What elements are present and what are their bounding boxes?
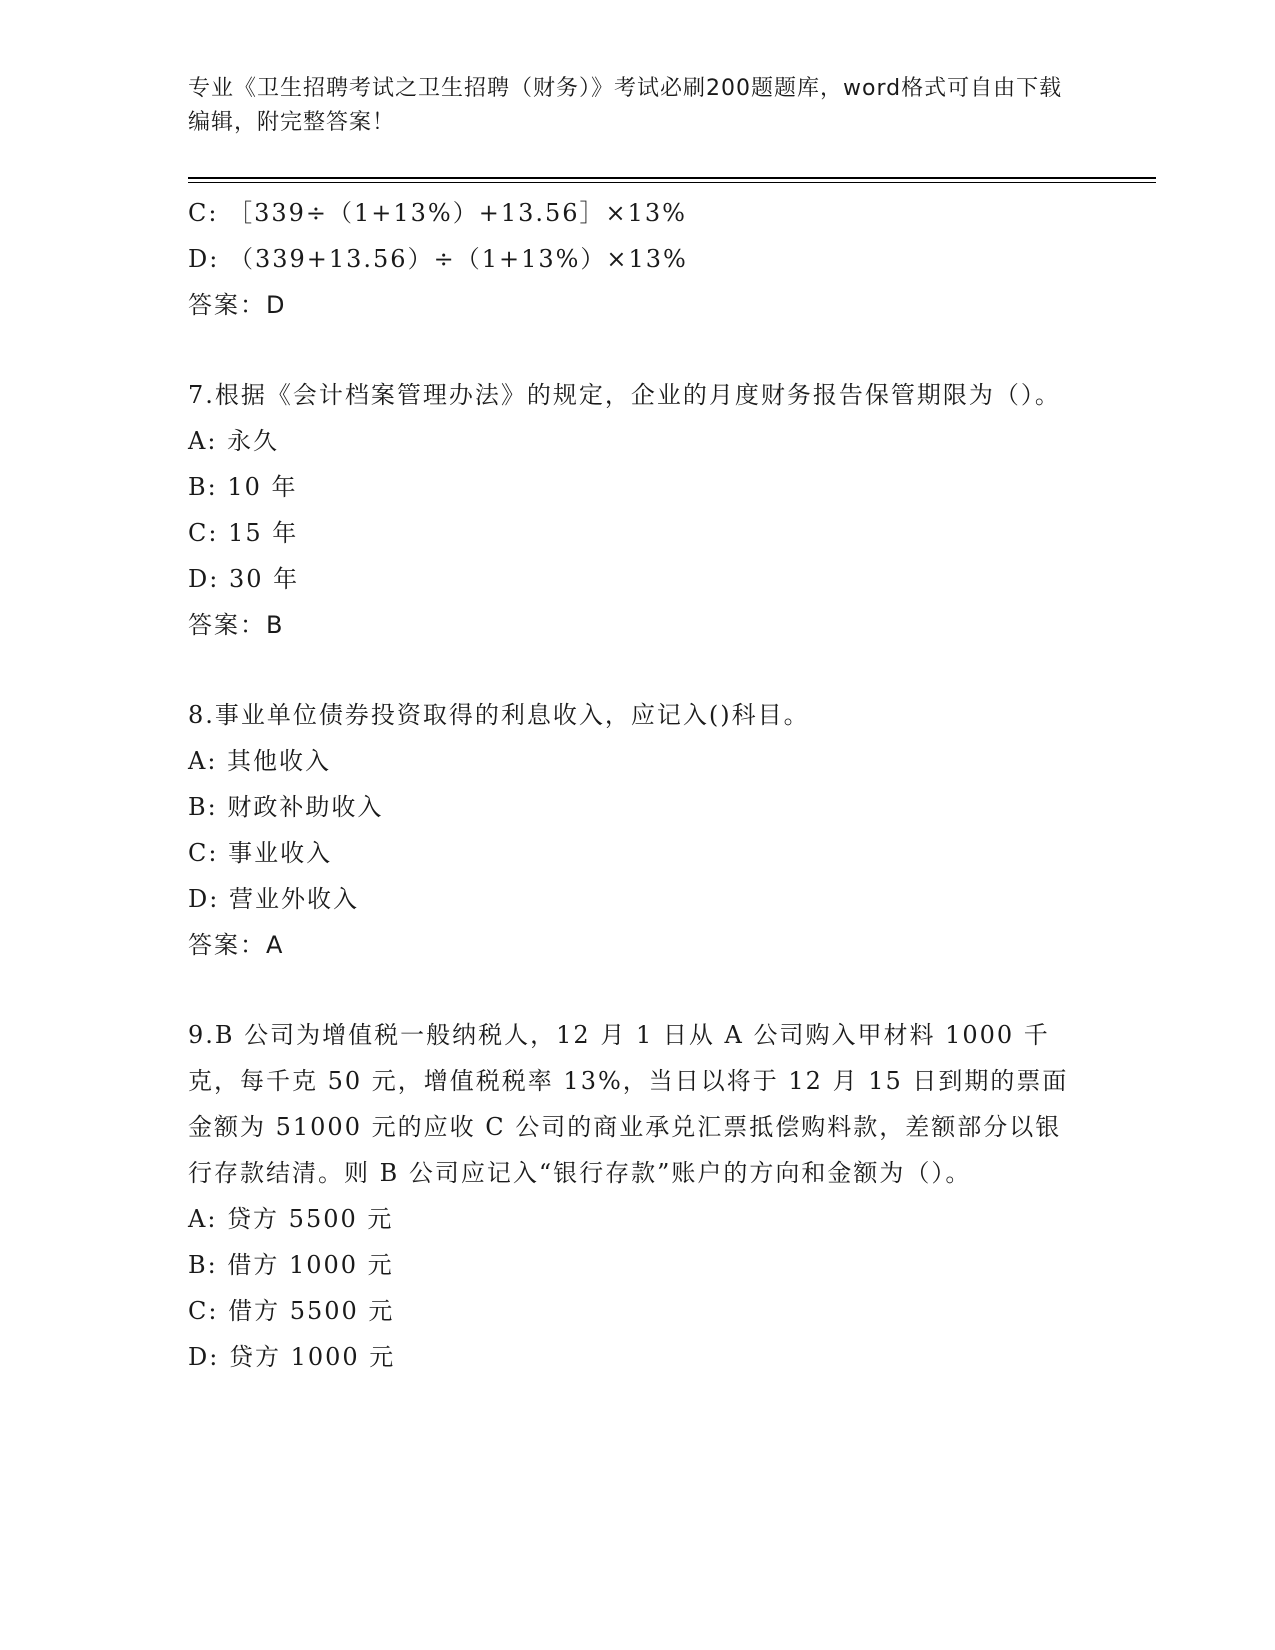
option-c: C: 借方 5500 元 xyxy=(188,1297,395,1325)
option-c: C: 事业收入 xyxy=(188,839,333,867)
option-d: D: 贷方 1000 元 xyxy=(188,1343,396,1371)
question-stem: 7.根据《会计档案管理办法》的规定，企业的月度财务报告保管期限为（）。 xyxy=(188,381,1061,409)
option-c: C: 15 年 xyxy=(188,519,299,547)
question-stem: 9.B 公司为增值税一般纳税人，12 月 1 日从 A 公司购入甲材料 1000 千克，每千克 50 元，增值税税率 13%，当日以将于 12 月 15 日到期的票面金额为 51000 元的应收 C 公司的商业承兑汇票抵偿购料款，差额部分以银行存款结清。则 B 公司应记入“银行存款”账户的方向和金额为（）。 xyxy=(188,1021,1069,1187)
option-b: B: 借方 1000 元 xyxy=(188,1251,394,1279)
option-a: A: 其他收入 xyxy=(188,747,332,775)
option-b: B: 10 年 xyxy=(188,473,298,501)
document-header: 专业《卫生招聘考试之卫生招聘（财务）》考试必刷200题题库，word格式可自由下载编辑，附完整答案！ xyxy=(188,76,1063,135)
question-list xyxy=(188,190,1078,1380)
question-8 xyxy=(188,692,1078,968)
option-d: D: （339+13.56）÷（1+13%）×13% xyxy=(188,245,688,273)
header-divider-thick xyxy=(188,177,1156,179)
question-6-tail xyxy=(188,190,1078,328)
option-d: D: 营业外收入 xyxy=(188,885,359,913)
question-7 xyxy=(188,372,1078,648)
question-stem: 8.事业单位债券投资取得的利息收入，应记入()科目。 xyxy=(188,701,810,729)
option-c: C: ［339÷（1+13%）+13.56］×13% xyxy=(188,199,687,227)
option-d: D: 30 年 xyxy=(188,565,300,593)
option-a: A: 永久 xyxy=(188,427,280,455)
option-b: B: 财政补助收入 xyxy=(188,793,384,821)
option-a: A: 贷方 5500 元 xyxy=(188,1205,394,1233)
answer-label: 答案：A xyxy=(188,931,285,959)
header-divider-thin xyxy=(188,182,1156,183)
question-9 xyxy=(188,1012,1078,1380)
answer-label: 答案：D xyxy=(188,291,287,319)
answer-label: 答案：B xyxy=(188,611,285,639)
